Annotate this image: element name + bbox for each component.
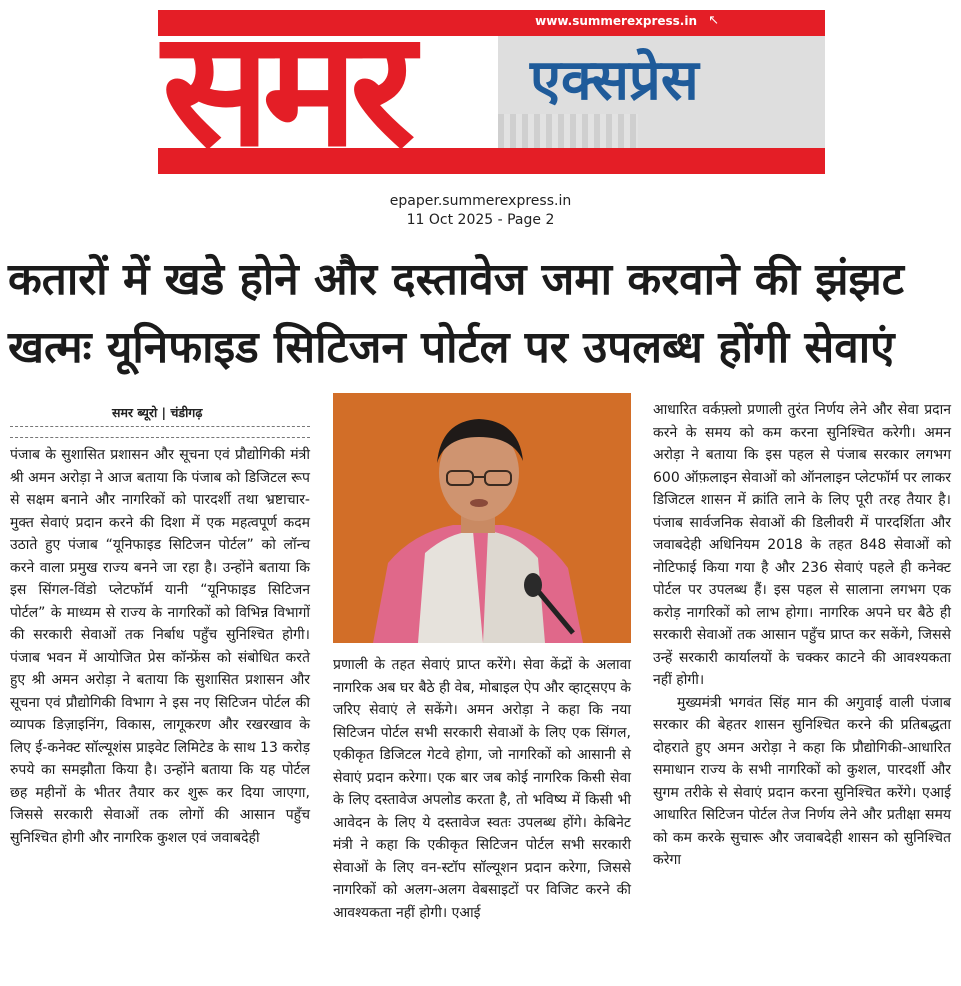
masthead-title-red: समर (162, 0, 408, 182)
minister-photo-illustration (333, 393, 631, 643)
article-photo (333, 393, 631, 643)
byline-divider-bottom (10, 437, 310, 438)
column-3-paragraph-2: मुख्यमंत्री भगवंत सिंह मान की अगुवाई वाली पंजाब सरकार की बेहतर शासन सुनिश्चित करने की प्रतिबद्धता दोहराते हुए अमन अरोड़ा ने कहा कि प्रौद्योगिकी-आधारित समाधान राज्य के सभी नागरिकों को कुशल, पारदर्शी और सुगम तरीके से सेवाएं प्रदान करना सुनिश्चित करेंगे। एआई आधारित सिटिजन पोर्टल तेज निर्णय लेने और प्रतीक्षा समय को कम करके सुचारू और जवाबदेही शासन को सुनिश्चित करेगा (653, 694, 951, 868)
column-1-text: पंजाब के सुशासित प्रशासन और सूचना एवं प्रौद्योगिकी मंत्री श्री अमन अरोड़ा ने आज बताया कि पंजाब को डिजिटल रूप से सक्षम बनाने और नागरिकों को पारदर्शी तथा भ्रष्टाचार-मुक्त सेवाएं प्रदान करने की दिशा में एक महत्वपूर्ण कदम उठाते हुए पंजाब “यूनिफाइड सिटिजन पोर्टल” को लॉन्च करने वाला प्रमुख राज्य बनने जा रहा है। उन्होंने बताया कि इस सिंगल-विंडो प्लेटफॉर्म यानी “यूनिफाइड सिटिजन पोर्टल” के माध्यम से राज्य के नागरिकों को विभिन्न विभागों की सरकारी सेवाओं तक निर्बाध पहुँच सुनिश्चित होगी। पंजाब भवन में आयोजित प्रेस कॉन्फ्रेंस को संबोधित करते हुए श्री अमन अरोड़ा ने बताया कि सुशासित प्रशासन और सूचना एवं प्रौद्योगिकी विभाग ने इस नए सिटिजन पोर्टल की व्यापक डिज़ाइनिंग, विकास, लागूकरण और रखरखाव के लिए ई-कनेक्ट सॉल्यूशंस प्राइवेट लिमिटेड के साथ 13 करोड़ रुपये का समझौता किया है। उन्होंने बताया कि यह पोर्टल छह महीनों के भीतर तैयार कर शुरू कर दिया जाएगा, जिससे सरकारी सेवाओं तक लोगों की आसान पहुँच सुनिश्चित होगी और नागरिक कुशल एवं जवाबदेही (10, 447, 310, 846)
article-column-1 (10, 444, 310, 849)
byline: समर ब्यूरो | चंडीगढ़ (112, 405, 203, 420)
masthead-title-blue: एक्सप्रेस (530, 48, 699, 113)
column-2-text: प्रणाली के तहत सेवाएं प्राप्त करेंगे। सेवा केंद्रों के अलावा नागरिक अब घर बैठे ही वेब, मोबाइल ऐप और व्हाट्सएप के जरिए सेवाएं ले सकेंगे। अमन अरोड़ा ने कहा कि नया सिटिजन पोर्टल सभी सरकारी सेवाओं के लिए एक सिंगल, एकीकृत डिजिटल गेटवे होगा, जो नागरिकों को आसानी से सेवाएं प्रदान करेगा। एक बार जब कोई नागरिक किसी सेवा के लिए दस्तावेज अपलोड करता है, तो भविष्य में किसी भी आवेदन के लिए ये दस्तावेज स्वतः उपलब्ध होंगे। केबिनेट मंत्री ने कहा कि एकीकृत सिटिजन पोर्टल सभी सरकारी सेवाओं के लिए वन-स्टॉप सॉल्यूशन प्रदान करेगा, जिससे नागरिकों को अलग-अलग वेबसाइटों पर विजिट करने की आवश्यकता नहीं होगी। एआई (333, 657, 631, 921)
cursor-icon: ↖ (708, 13, 719, 28)
byline-divider-top (10, 426, 310, 427)
column-3-paragraph-1: आधारित वर्कफ़्लो प्रणाली तुरंत निर्णय लेने और सेवा प्रदान करने के समय को कम करना सुनिश्चित करेगी। अमन अरोड़ा ने बताया कि इस पहल से पंजाब सरकार लगभग 600 ऑफ़लाइन सेवाओं को ऑनलाइन प्लेटफॉर्म पर लाकर डिजिटल शासन में क्रांति लाने के लिए पूरी तरह तैयार है। पंजाब सार्वजनिक सेवाओं की डिलीवरी में पारदर्शिता और जवाबदेही अधिनियम 2018 के तहत 848 सेवाओं को नोटिफाई किया गया है और 236 सेवाएं पहले ही कनेक्ट पोर्टल पर उपलब्ध हैं। इस पहल से सालाना लगभग एक करोड़ नागरिकों को लाभ होगा। नागरिक अपने घर बैठे ही सरकारी सेवाओं तक आसान पहुँच प्राप्त कर सकेंगे, जिससे उन्हें सरकारी कार्यालयों के चक्कर काटने की आवश्यकता नहीं होगी। (653, 402, 951, 688)
edition-date-page: 11 Oct 2025 - Page 2 (406, 212, 555, 228)
article-column-2 (333, 654, 631, 924)
article-column-3 (653, 399, 951, 872)
masthead-stripes (498, 114, 638, 148)
epaper-url[interactable]: epaper.summerexpress.in (389, 193, 572, 209)
headline-line-1: कतारों में खडे होने और दस्तावेज जमा करवाने की झंझट (8, 254, 904, 305)
masthead (158, 0, 825, 182)
masthead-website[interactable]: www.summerexpress.in (535, 14, 697, 28)
headline-line-2: खत्मः यूनिफाइड सिटिजन पोर्टल पर उपलब्ध होंगी सेवाएं (8, 322, 895, 373)
